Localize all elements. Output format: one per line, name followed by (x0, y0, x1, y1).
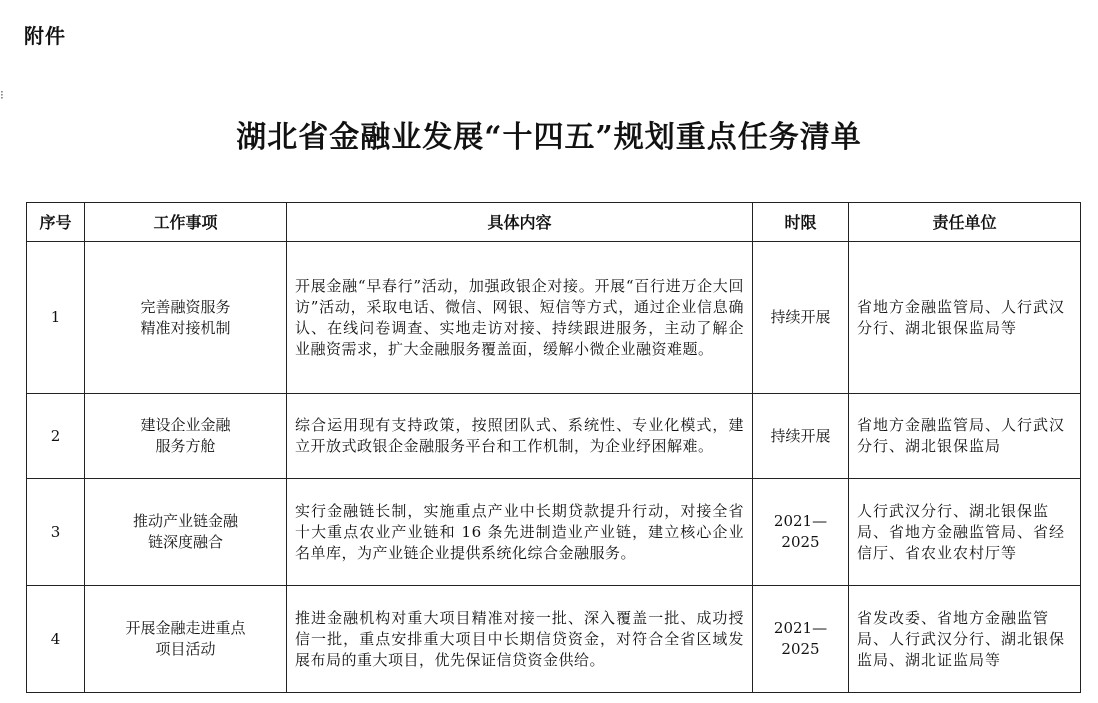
page-title: 湖北省金融业发展“十四五”规划重点任务清单 (236, 120, 862, 155)
work-item: 开展金融走进重点 项目活动 (85, 586, 287, 693)
row-number: 4 (27, 586, 85, 693)
row-number: 1 (27, 242, 85, 394)
time-limit: 2021—2025 (753, 586, 849, 693)
time-limit: 持续开展 (753, 394, 849, 479)
column-header-content: 具体内容 (287, 203, 753, 242)
column-header-unit: 责任单位 (849, 203, 1081, 242)
table-header-row (27, 203, 1081, 242)
specific-content: 开展金融“早春行”活动，加强政银企对接。开展“百行进万企大回访”活动，采取电话、微信、网银、短信等方式，通过企业信息确认、在线问卷调查、实地走访对接、持续跟进服务，主动了解企业融资需求，扩大金融服务覆盖面，缓解小微企业融资难题。 (287, 242, 753, 394)
work-item: 完善融资服务 精准对接机制 (85, 242, 287, 394)
responsible-unit: 人行武汉分行、湖北银保监局、省地方金融监管局、省经信厅、省农业农村厅等 (849, 479, 1081, 586)
task-table (26, 202, 1081, 693)
attachment-label: 附件 (24, 24, 66, 48)
table-row (27, 242, 1081, 394)
table-row (27, 586, 1081, 693)
work-item: 推动产业链金融 链深度融合 (85, 479, 287, 586)
time-limit: 持续开展 (753, 242, 849, 394)
responsible-unit: 省地方金融监管局、人行武汉分行、湖北银保监局 (849, 394, 1081, 479)
row-number: 2 (27, 394, 85, 479)
column-header-item: 工作事项 (85, 203, 287, 242)
specific-content: 推进金融机构对重大项目精准对接一批、深入覆盖一批、成功授信一批，重点安排重大项目中长期信贷资金，对符合全省区域发展布局的重大项目，优先保证信贷资金供给。 (287, 586, 753, 693)
responsible-unit: 省地方金融监管局、人行武汉分行、湖北银保监局等 (849, 242, 1081, 394)
row-number: 3 (27, 479, 85, 586)
specific-content: 实行金融链长制，实施重点产业中长期贷款提升行动，对接全省十大重点农业产业链和 16 条先进制造业产业链，建立核心企业名单库，为产业链企业提供系统化综合金融服务。 (287, 479, 753, 586)
work-item: 建设企业金融 服务方舱 (85, 394, 287, 479)
responsible-unit: 省发改委、省地方金融监管局、人行武汉分行、湖北银保监局、湖北证监局等 (849, 586, 1081, 693)
column-header-no: 序号 (27, 203, 85, 242)
margin-mark: ⁝ (0, 88, 4, 102)
table-row (27, 394, 1081, 479)
specific-content: 综合运用现有支持政策，按照团队式、系统性、专业化模式，建立开放式政银企金融服务平台和工作机制，为企业纾困解难。 (287, 394, 753, 479)
time-limit: 2021—2025 (753, 479, 849, 586)
table-row (27, 479, 1081, 586)
column-header-time: 时限 (753, 203, 849, 242)
